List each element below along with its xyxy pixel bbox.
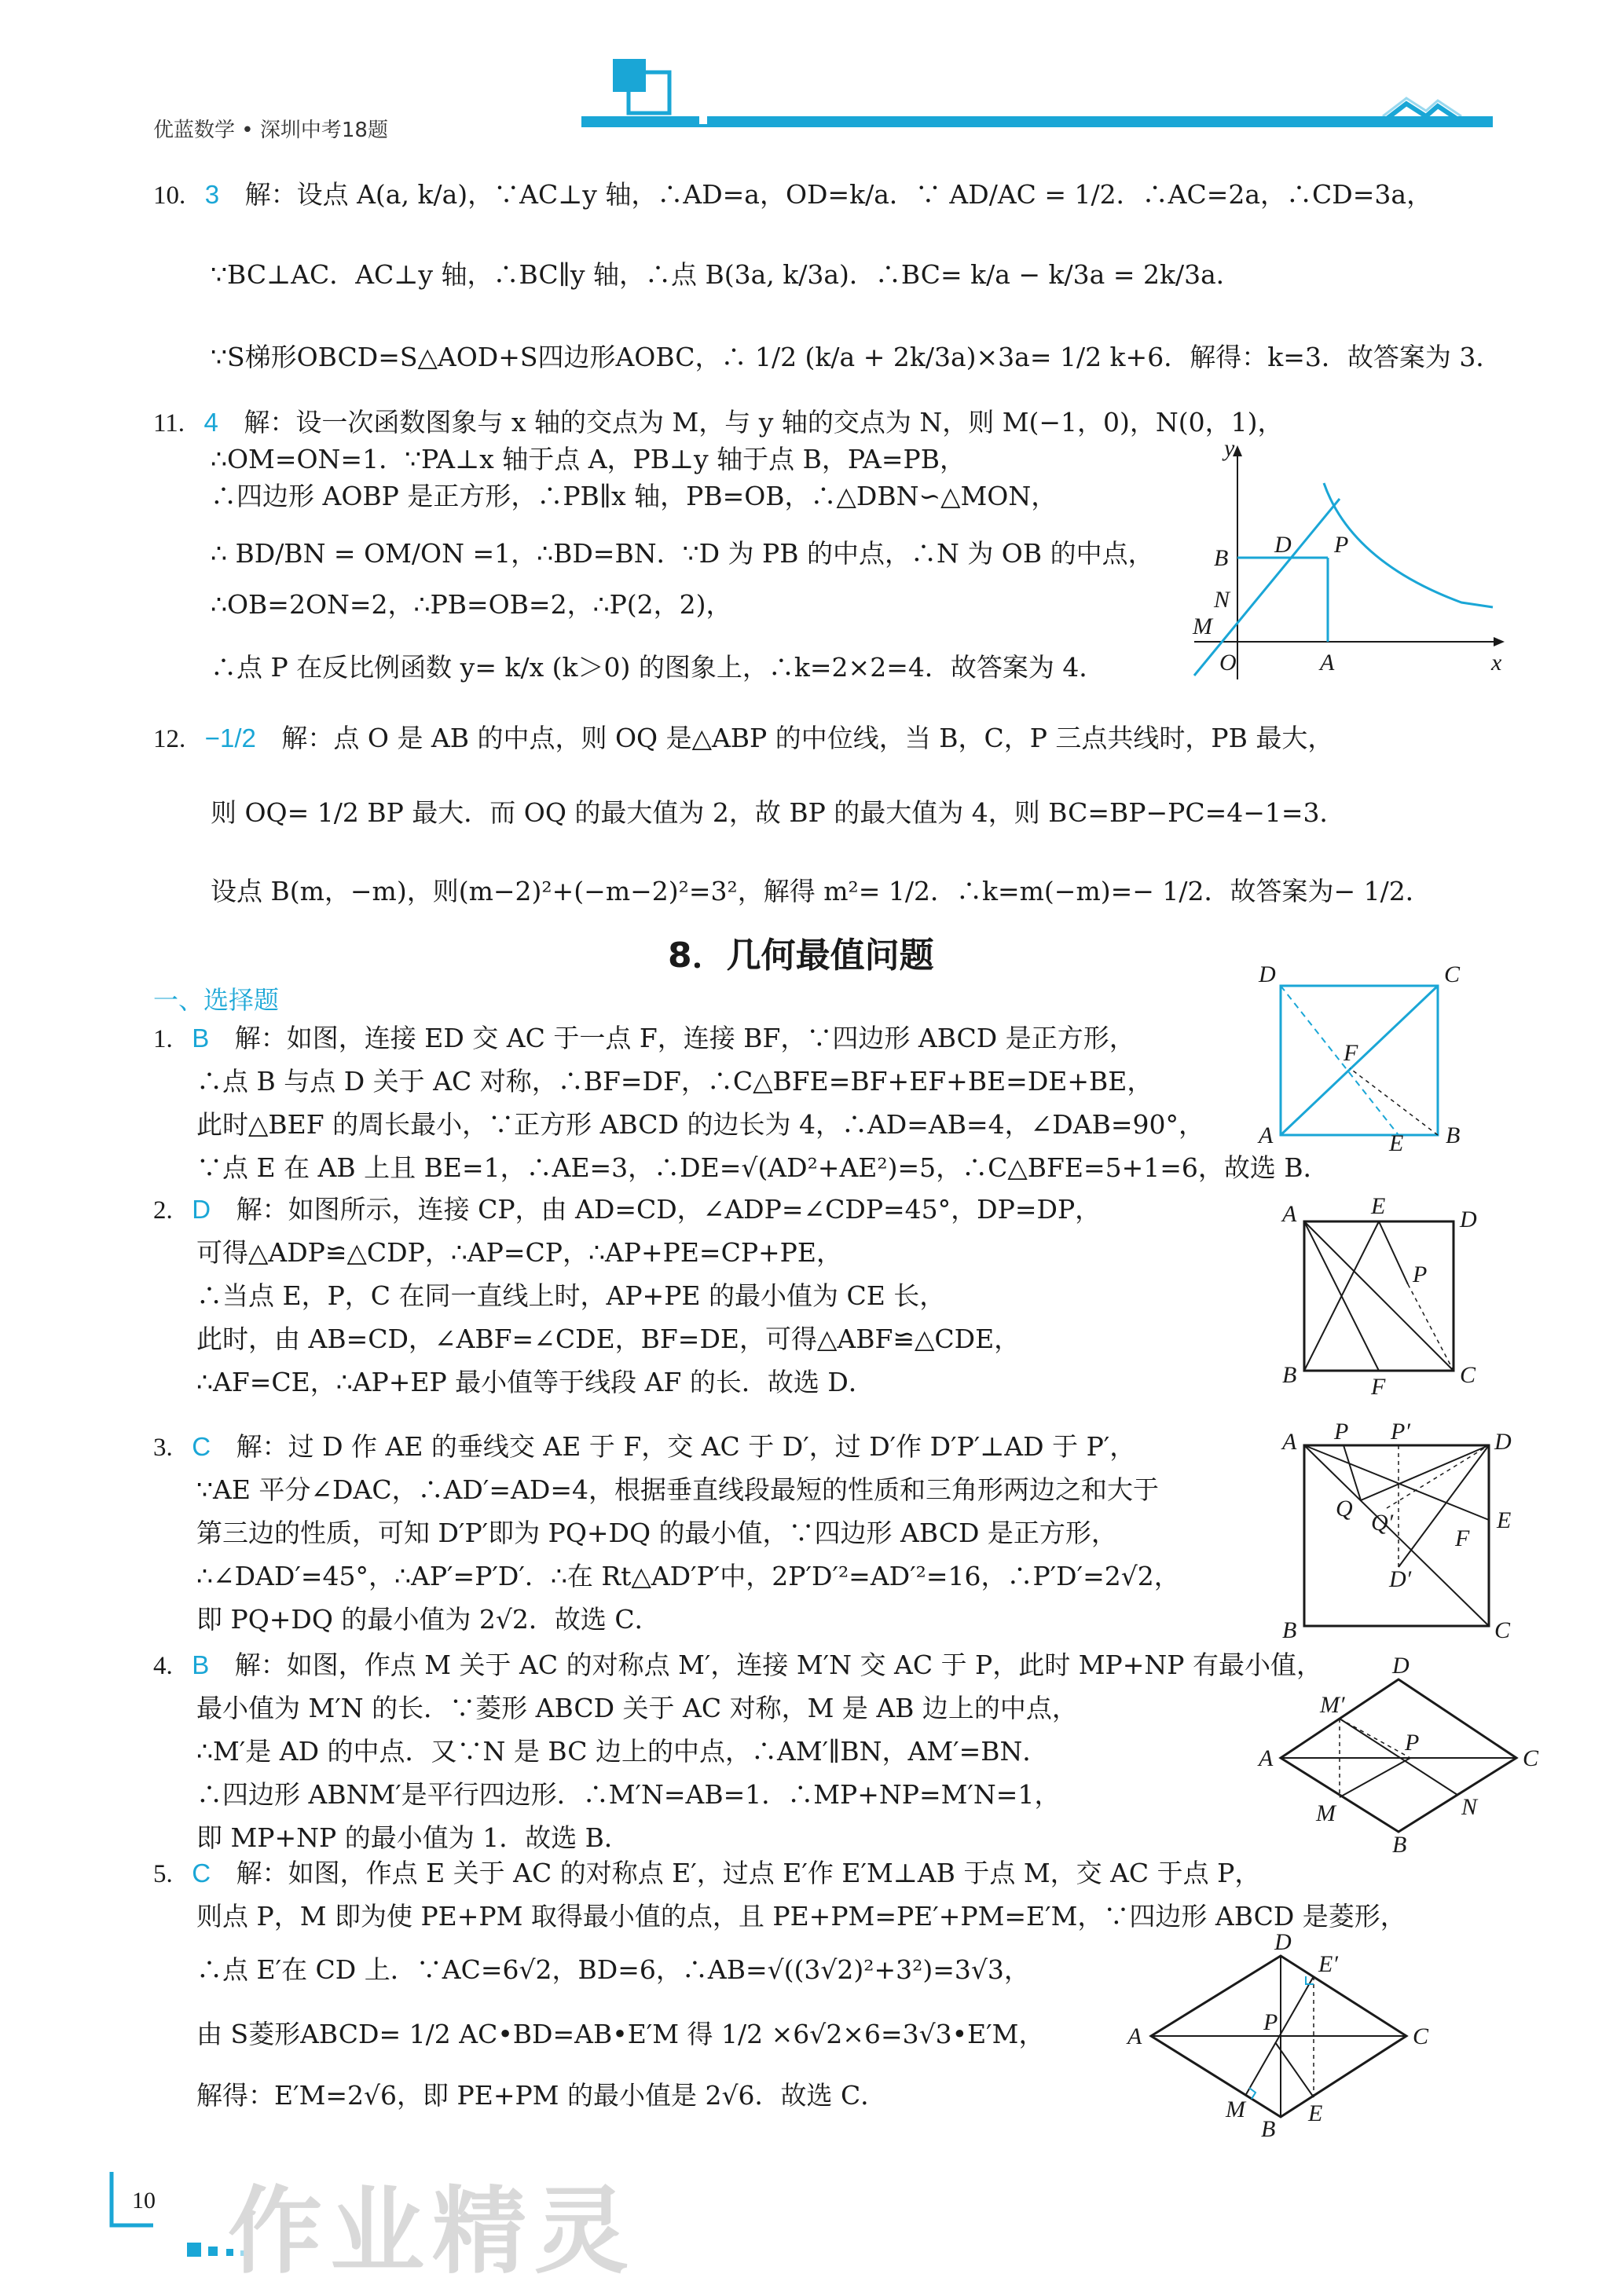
fig5-label-c: C (1413, 2023, 1429, 2049)
problem-10-line-2: ∵BC⊥AC．AC⊥y 轴，∴BC∥y 轴，∴点 B(3a, k/3a)．∴BC= k/a − k/3a = 2k/3a． (211, 259, 1242, 290)
fig3-label-d-prime: D′ (1389, 1566, 1412, 1592)
figure-1-square (1257, 961, 1493, 1156)
fig5-label-p: P (1263, 2009, 1278, 2035)
problem-4-line-1 (153, 1650, 1322, 1682)
problem-number: 5. (153, 1860, 173, 1888)
problem-2-line-3: ∴当点 E，P，C 在同一直线上时，AP+PE 的最小值为 CE 长， (196, 1280, 946, 1311)
problem-10-line-1 (153, 179, 1432, 211)
solution-text: 解：如图所示，连接 CP，由 AD=CD，∠ADP=∠CDP=45°，DP=DP， (236, 1194, 1102, 1225)
problem-3-line-2: ∵AE 平分∠DAC，∴AD′=AD=4，根据垂直线段最短的性质和三角形两边之和大于 (196, 1474, 1159, 1505)
fig3-label-a: A (1282, 1429, 1297, 1455)
problem-11-line-2: ∴OM=ON=1．∵PA⊥x 轴于点 A，PB⊥y 轴于点 B，PA=PB， (211, 444, 966, 474)
problem-11-line-5: ∴OB=2ON=2，∴PB=OB=2，∴P(2，2)， (211, 589, 732, 620)
fig4-label-d: D (1392, 1653, 1410, 1679)
fig11-label-d: D (1274, 532, 1292, 558)
problem-5-line-2: 则点 P，M 即为使 PE+PM 取得最小值的点，且 PE+PM=PE′+PM=E′M，∵四边形 ABCD 是菱形， (196, 1901, 1406, 1932)
solution-text: 解：如图，连接 ED 交 AC 于一点 F，连接 BF，∵四边形 ABCD 是正方形， (234, 1023, 1135, 1053)
problem-1-line-2: ∴点 B 与点 D 关于 AC 对称，∴BF=DF，∴C△BFE=BF+EF+BE=DE+BE， (196, 1066, 1153, 1097)
fig11-label-p: P (1334, 532, 1349, 558)
solution-text: 解：过 D 作 AE 的垂线交 AE 于 F，交 AC 于 D′，过 D′作 D′P′⊥AD 于 P′， (236, 1431, 1136, 1462)
problem-4-line-5: 即 MP+NP 的最小值为 1．故选 B． (196, 1822, 630, 1853)
problem-12-line-2: 则 OQ= 1/2 BP 最大．而 OQ 的最大值为 2，故 BP 的最大值为 4，则 BC=BP−PC=4−1=3． (211, 797, 1346, 828)
fig3-label-q-prime: Q′ (1371, 1510, 1394, 1536)
fig4-label-n: N (1461, 1794, 1478, 1820)
problem-11-line-4: ∴ BD/BN = OM/ON =1，∴BD=BN．∵D 为 PB 的中点，∴N 为 OB 的中点， (211, 538, 1154, 569)
problem-4-line-2: 最小值为 M′N 的长．∵菱形 ABCD 关于 AC 对称，M 是 AB 边上的中点， (196, 1693, 1078, 1723)
problem-number: 4. (153, 1652, 173, 1680)
fig2-label-a: A (1282, 1201, 1297, 1227)
fig3-label-c: C (1494, 1617, 1511, 1643)
fig3-label-b: B (1282, 1617, 1297, 1643)
fig1-label-e: E (1389, 1130, 1404, 1156)
problem-3-line-4: ∴∠DAD′=45°，∴AP′=P′D′．∴在 Rt△AD′P′中，2P′D′²=AD′²=16，∴P′D′=2√2， (196, 1561, 1180, 1591)
problem-10-line-3: ∵S梯形OBCD=S△AOD+S四边形AOBC，∴ 1/2 (k/a + 2k/3a)×3a= 1/2 k+6．解得：k=3．故答案为 3． (211, 342, 1502, 372)
problem-number: 10. (153, 181, 186, 210)
answer: 3 (204, 180, 220, 209)
problem-number: 1. (153, 1025, 173, 1053)
problem-12-line-3: 设点 B(m，−m)，则(m−2)²+(−m−2)²=3²，解得 m²= 1/2．∴k=m(−m)=− 1/2．故答案为− 1/2． (211, 876, 1432, 906)
fig4-label-m-prime: M′ (1320, 1692, 1345, 1718)
solution-text: 解：点 O 是 AB 的中点，则 OQ 是△ABP 的中位线，当 B，C，P 三点共线时，PB 最大， (281, 723, 1334, 753)
answer: D (192, 1195, 211, 1224)
fig1-label-c: C (1444, 961, 1461, 987)
problem-3-line-3: 第三边的性质，可知 D′P′即为 PQ+DQ 的最小值，∵四边形 ABCD 是正方形， (196, 1518, 1117, 1548)
fig2-label-p: P (1413, 1262, 1428, 1287)
problem-5-line-5: 解得：E′M=2√6，即 PE+PM 的最小值是 2√6．故选 C． (196, 2080, 887, 2111)
answer: 4 (203, 408, 218, 437)
figure-2-square (1273, 1194, 1477, 1398)
fig1-label-d: D (1259, 961, 1276, 987)
solution-text: 解：如图，作点 M 关于 AC 的对称点 M′，连接 M′N 交 AC 于 P，此时 MP+NP 有最小值， (234, 1650, 1322, 1680)
problem-1-line-4: ∵点 E 在 AB 上且 BE=1，∴AE=3，∴DE=√(AD²+AE²)=5，∴C△BFE=5+1=6，故选 B． (196, 1152, 1329, 1183)
answer: C (192, 1432, 211, 1461)
watermark: 作业精灵 (228, 2177, 636, 2287)
fig1-label-f: F (1344, 1040, 1358, 1066)
fig4-label-a: A (1259, 1745, 1274, 1771)
problem-2-line-5: ∴AF=CE，∴AP+EP 最小值等于线段 AF 的长．故选 D． (196, 1367, 874, 1397)
problem-12-line-1 (153, 723, 1333, 755)
fig4-label-m: M (1316, 1800, 1336, 1826)
solution-text: 解：设点 A(a, k/a)，∵AC⊥y 轴，∴AD=a，OD=k/a．∵ AD/AC = 1/2．∴AC=2a，∴CD=3a， (244, 179, 1433, 210)
fig4-label-c: C (1523, 1745, 1539, 1771)
fig11-label-x: x (1491, 650, 1502, 676)
problem-11-line-1 (153, 407, 1284, 439)
fig3-label-p: P (1334, 1419, 1349, 1445)
fig3-label-q: Q (1336, 1496, 1353, 1522)
problem-2-line-2: 可得△ADP≌△CDP，∴AP=CP，∴AP+PE=CP+PE， (196, 1237, 842, 1268)
problem-5-line-4: 由 S菱形ABCD= 1/2 AC•BD=AB•E′M 得 1/2 ×6√2×6=3√3•E′M， (196, 2019, 1045, 2049)
fig5-label-m: M (1226, 2096, 1245, 2122)
fig4-label-p: P (1405, 1730, 1420, 1756)
figure-4-rhombus (1249, 1650, 1548, 1858)
answer: −1/2 (204, 723, 256, 753)
problem-number: 3. (153, 1434, 173, 1462)
solution-text: 解：如图，作点 E 关于 AC 的对称点 E′，过点 E′作 E′M⊥AB 于点 M，交 AC 于点 P， (236, 1858, 1261, 1888)
problem-3-line-1 (153, 1431, 1135, 1463)
problem-4-line-4: ∴四边形 ABNM′是平行四边形．∴M′N=AB=1．∴MP+NP=M′N=1， (196, 1779, 1061, 1810)
figure-11-graph (1179, 436, 1509, 687)
category-title: 一、选择题 (153, 985, 280, 1015)
fig1-label-a: A (1259, 1122, 1274, 1148)
fig5-label-b: B (1261, 2116, 1276, 2142)
problem-2-line-1 (153, 1194, 1101, 1226)
answer: B (192, 1023, 210, 1053)
problem-number: 12. (153, 725, 186, 753)
figure-5-rhombus (1108, 1924, 1429, 2152)
problem-4-line-3: ∴M′是 AD 的中点．又∵N 是 BC 边上的中点，∴AM′∥BN，AM′=BN． (196, 1736, 1049, 1767)
fig1-label-b: B (1446, 1122, 1461, 1148)
problem-1-line-1 (153, 1023, 1135, 1055)
section-title: 8．几何最值问题 (668, 936, 934, 976)
fig11-label-y: y (1224, 435, 1235, 461)
problem-11-line-6: ∴点 P 在反比例函数 y= k/x (k＞0) 的图象上，∴k=2×2=4．故答案为 4． (211, 652, 1105, 683)
fig3-label-f: F (1455, 1525, 1470, 1551)
answer: C (192, 1858, 211, 1888)
page-number: 10 (132, 2188, 156, 2214)
fig5-label-e: E (1308, 2100, 1323, 2126)
fig11-label-n: N (1214, 587, 1230, 613)
fig5-label-e-prime: E′ (1318, 1951, 1338, 1977)
fig11-label-m: M (1193, 613, 1212, 639)
solution-text: 解：设一次函数图象与 x 轴的交点为 M，与 y 轴的交点为 N，则 M(−1，0)，N(0，1)， (244, 407, 1284, 438)
fig5-label-a: A (1127, 2023, 1142, 2049)
problem-number: 11. (153, 409, 185, 438)
fig11-label-o: O (1219, 650, 1237, 676)
problem-5-line-1 (153, 1858, 1260, 1890)
fig2-label-b: B (1282, 1362, 1297, 1388)
problem-11-line-3: ∴四边形 AOBP 是正方形，∴PB∥x 轴，PB=OB，∴△DBN∽△MON， (211, 481, 1058, 511)
problem-3-line-5: 即 PQ+DQ 的最小值为 2√2．故选 C． (196, 1604, 661, 1635)
fig2-label-f: F (1371, 1374, 1386, 1400)
header-brand: 优蓝数学 • 深圳中考18题 (153, 119, 388, 142)
fig3-label-e: E (1497, 1507, 1512, 1533)
fig3-label-p-prime: P′ (1391, 1419, 1410, 1445)
problem-1-line-3: 此时△BEF 的周长最小，∵正方形 ABCD 的边长为 4，∴AD=AB=4，∠DAB=90°， (196, 1109, 1204, 1140)
fig3-label-d: D (1494, 1429, 1512, 1455)
answer: B (192, 1650, 210, 1679)
problem-number: 2. (153, 1196, 173, 1225)
fig2-label-e: E (1371, 1193, 1386, 1219)
fig5-label-d: D (1274, 1929, 1292, 1955)
problem-5-line-3: ∴点 E′在 CD 上．∵AC=6√2，BD=6，∴AB=√((3√2)²+3²)=3√3， (196, 1954, 1030, 1985)
fig11-label-a: A (1320, 650, 1335, 676)
fig2-label-d: D (1460, 1207, 1477, 1232)
fig11-label-b: B (1214, 545, 1229, 571)
problem-2-line-4: 此时，由 AB=CD，∠ABF=∠CDE，BF=DE，可得△ABF≌△CDE， (196, 1324, 1021, 1354)
fig4-label-b: B (1392, 1832, 1407, 1858)
figure-3-square (1273, 1414, 1524, 1642)
fig2-label-c: C (1460, 1362, 1476, 1388)
